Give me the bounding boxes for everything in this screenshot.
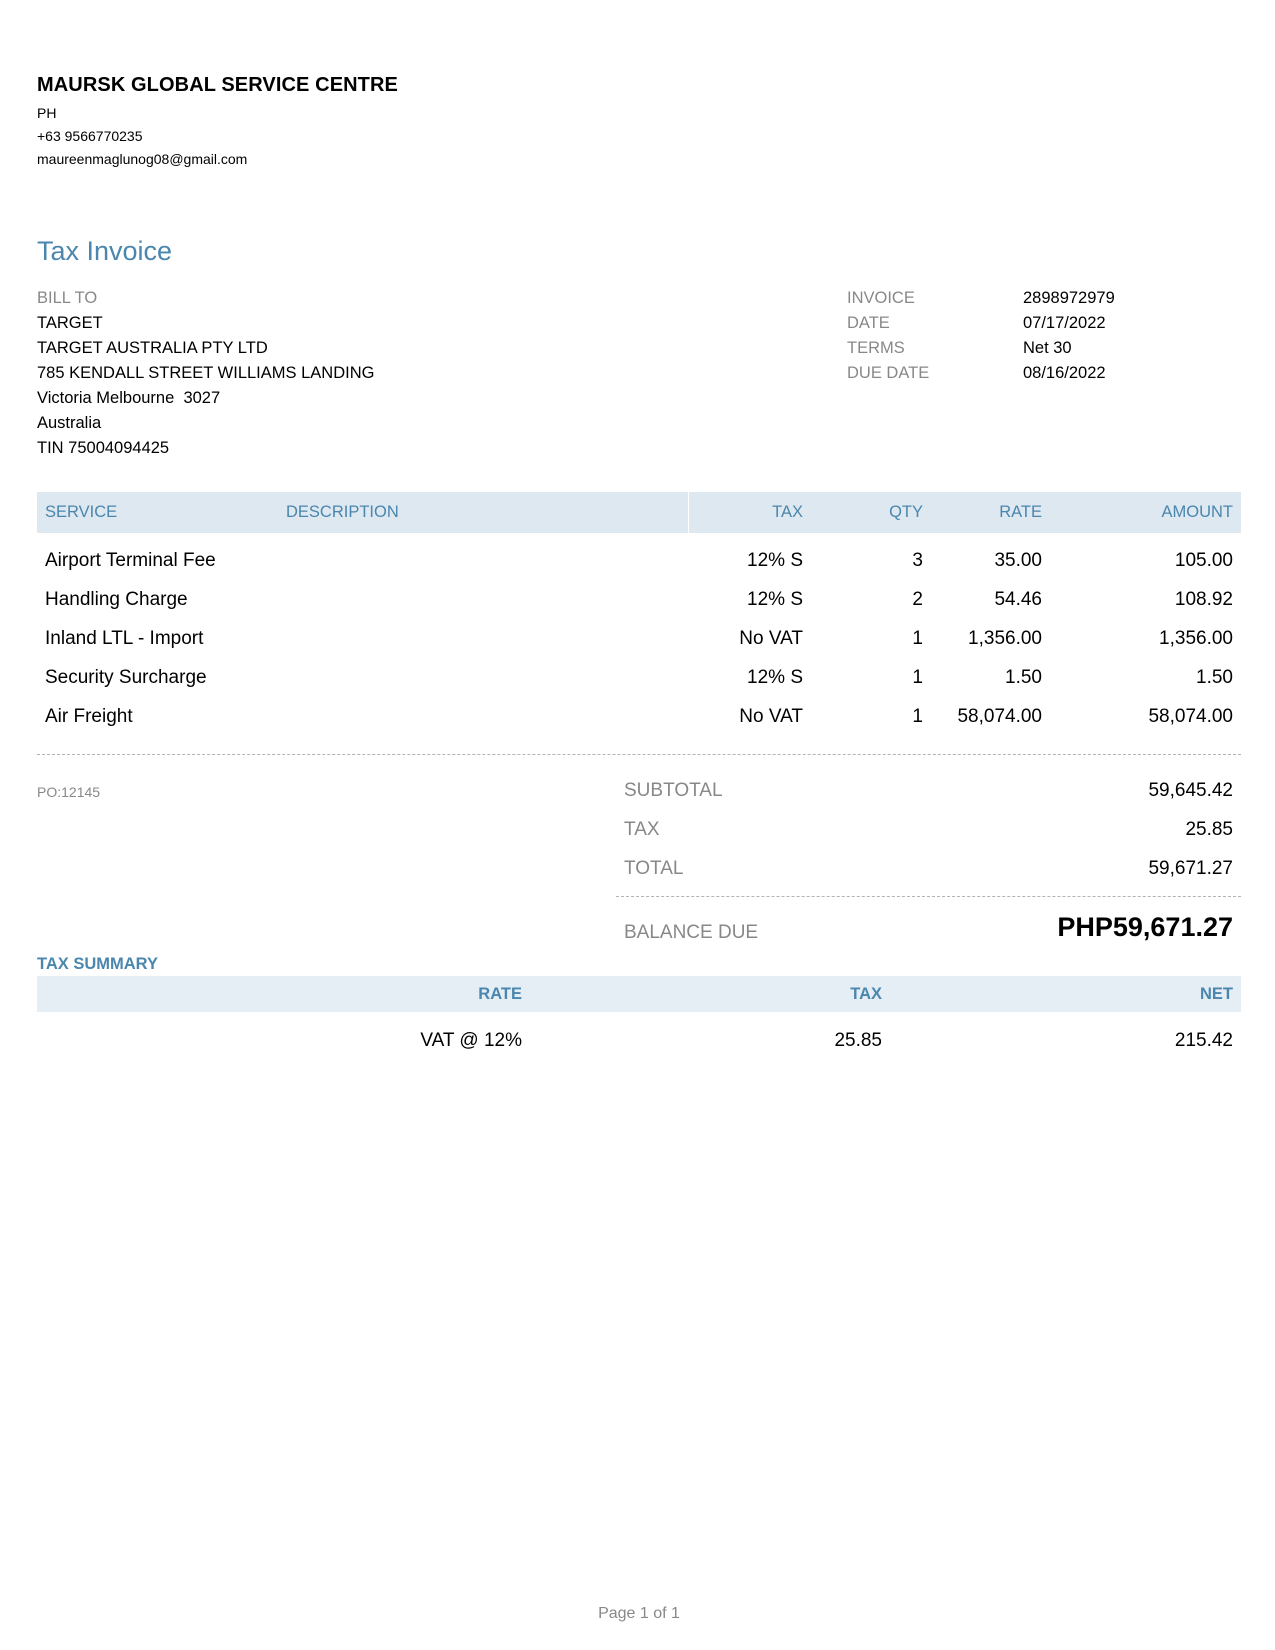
company-phone: +63 9566770235 <box>37 128 143 144</box>
invoice-number-label: INVOICE <box>847 289 915 307</box>
tax-summary-header-rate: RATE <box>478 985 522 1003</box>
balance-due-label: BALANCE DUE <box>624 922 759 943</box>
bill-to-tin: TIN 75004094425 <box>37 439 170 457</box>
balance-due-value: PHP59,671.27 <box>1057 912 1233 942</box>
item-qty: 1 <box>912 667 923 688</box>
tax-summary-net: 215.42 <box>1174 1030 1233 1051</box>
company-email: maureenmaglunog08@gmail.com <box>37 151 248 167</box>
bill-to-label: BILL TO <box>37 289 98 307</box>
header-qty: QTY <box>889 503 923 521</box>
item-service: Handling Charge <box>45 589 188 610</box>
invoice-date-value: 07/17/2022 <box>1023 314 1106 332</box>
invoice-date-label: DATE <box>847 314 890 332</box>
po-number: PO:12145 <box>37 784 101 800</box>
document-title: Tax Invoice <box>37 236 173 266</box>
header-tax: TAX <box>772 503 803 521</box>
invoice-number-value: 2898972979 <box>1023 289 1115 307</box>
item-service: Inland LTL - Import <box>45 628 204 649</box>
tax-label: TAX <box>624 819 660 840</box>
table-row <box>37 628 1241 658</box>
table-row <box>37 589 1241 619</box>
item-amount: 58,074.00 <box>1148 706 1233 727</box>
item-tax: 12% S <box>747 550 803 571</box>
terms-value: Net 30 <box>1023 339 1072 357</box>
item-service: Security Surcharge <box>45 667 207 688</box>
header-service: SERVICE <box>45 503 118 521</box>
item-rate: 1.50 <box>1005 667 1042 688</box>
item-amount: 105.00 <box>1174 550 1233 571</box>
subtotal-value: 59,645.42 <box>1148 780 1233 801</box>
subtotal-label: SUBTOTAL <box>624 780 723 801</box>
item-amount: 108.92 <box>1174 589 1233 610</box>
company-country: PH <box>37 105 57 121</box>
item-rate: 58,074.00 <box>957 706 1042 727</box>
item-service: Airport Terminal Fee <box>45 550 216 571</box>
items-divider <box>37 754 1241 755</box>
total-value: 59,671.27 <box>1148 858 1233 879</box>
terms-label: TERMS <box>847 339 905 357</box>
bill-to-line: 785 KENDALL STREET WILLIAMS LANDING <box>37 364 375 382</box>
item-qty: 1 <box>912 706 923 727</box>
table-row <box>37 706 1241 736</box>
item-rate: 54.46 <box>994 589 1042 610</box>
due-date-value: 08/16/2022 <box>1023 364 1106 382</box>
header-description: DESCRIPTION <box>286 503 399 521</box>
tax-summary-title: TAX SUMMARY <box>37 955 158 973</box>
header-rate: RATE <box>999 503 1042 521</box>
tax-summary-rate: VAT @ 12% <box>420 1030 522 1051</box>
tax-summary-tax: 25.85 <box>834 1030 882 1051</box>
total-label: TOTAL <box>624 858 684 879</box>
bill-to-line: Australia <box>37 414 102 432</box>
header-amount: AMOUNT <box>1161 503 1233 521</box>
bill-to-line: TARGET AUSTRALIA PTY LTD <box>37 339 268 357</box>
tax-summary-header <box>37 976 1241 1012</box>
item-amount: 1.50 <box>1196 667 1233 688</box>
item-tax: No VAT <box>739 628 803 649</box>
table-row <box>37 667 1241 697</box>
item-rate: 1,356.00 <box>968 628 1042 649</box>
bill-to-line: Victoria Melbourne 3027 <box>37 389 221 407</box>
item-rate: 35.00 <box>994 550 1042 571</box>
items-table-header <box>37 492 1241 533</box>
item-qty: 1 <box>912 628 923 649</box>
tax-summary-header-net: NET <box>1200 985 1233 1003</box>
tax-summary-header-tax: TAX <box>850 985 882 1003</box>
company-name: MAURSK GLOBAL SERVICE CENTRE <box>37 74 398 96</box>
invoice-page <box>37 0 1241 1650</box>
item-tax: 12% S <box>747 667 803 688</box>
tax-value: 25.85 <box>1185 819 1233 840</box>
item-tax: 12% S <box>747 589 803 610</box>
header-separator <box>688 492 689 533</box>
item-qty: 2 <box>912 589 923 610</box>
item-service: Air Freight <box>45 706 133 727</box>
due-date-label: DUE DATE <box>847 364 930 382</box>
item-tax: No VAT <box>739 706 803 727</box>
totals-divider <box>616 896 1241 897</box>
item-qty: 3 <box>912 550 923 571</box>
table-row <box>37 550 1241 580</box>
page-number: Page 1 of 1 <box>598 1605 680 1622</box>
item-amount: 1,356.00 <box>1159 628 1233 649</box>
bill-to-line: TARGET <box>37 314 103 332</box>
